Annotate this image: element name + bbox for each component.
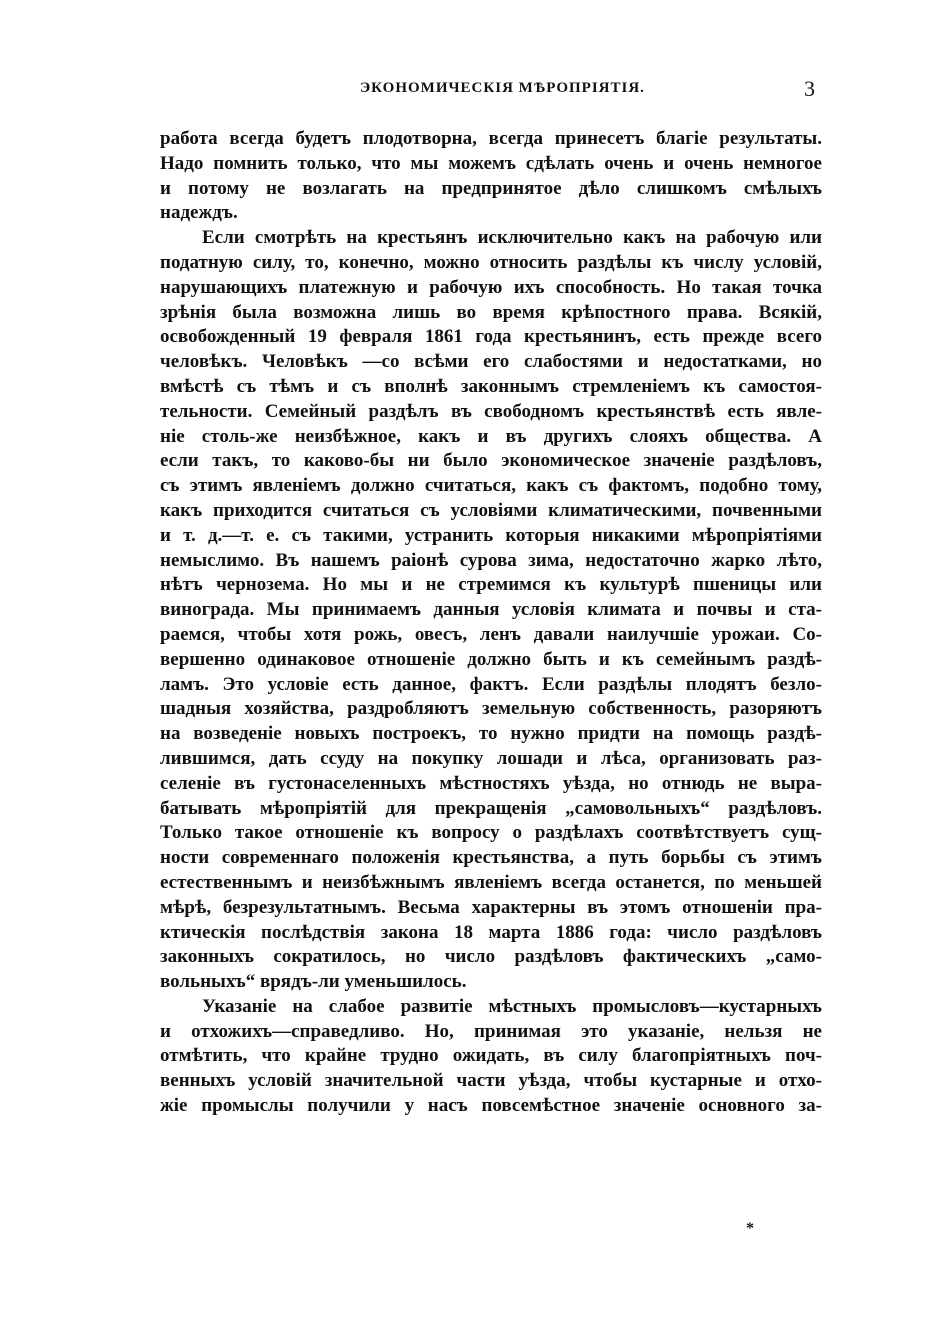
text-line: ніе столь-же неизбѣжное, какъ и въ другихъ слояхъ общества. А [160,425,822,447]
text-line: нѣтъ чернозема. Но мы и не стремимся къ культурѣ пшеницы или [160,574,822,596]
text-line: немыслимо. Въ нашемъ раіонѣ сурова зима, недостаточно жарко лѣто, [160,549,822,571]
text-line: законныхъ сократилось, но число раздѣловъ фактическихъ „само- [160,946,822,968]
text-line: вольныхъ“ врядъ-ли уменьшилось. [160,971,467,993]
text-line: селеніе въ густонаселенныхъ мѣстностяхъ уѣзда, но отнюдь не выра- [160,772,822,794]
text-line: съ этимъ явленіемъ должно считаться, какъ съ фактомъ, подобно тому, [160,475,822,497]
text-line: Надо помнить только, что мы можемъ сдѣлать очень и очень немногое [160,152,822,174]
text-line: освобожденный 19 февраля 1861 года крестьянинъ, есть прежде всего [160,326,822,348]
page-number: 3 [804,76,815,101]
text-line: податную силу, то, конечно, можно относить раздѣлы къ числу условій, [160,251,822,273]
text-line: тельности. Семейный раздѣлъ въ свободномъ крестьянствѣ есть явле- [160,400,822,422]
text-line: и т. д.—т. е. съ такими, устранить которыя никакими мѣропріятіями [160,524,822,546]
text-line: человѣкъ. Человѣкъ —со всѣми его слабостями и недостатками, но [160,351,822,373]
text-line: жіе промыслы получили у насъ повсемѣстное значеніе основного за- [160,1095,822,1117]
text-line: надеждъ. [160,202,238,224]
text-line: винограда. Мы принимаемъ данныя условія климата и почвы и ста- [160,599,822,621]
text-line: зрѣнія была возможна лишь во время крѣпостного права. Всякій, [160,301,822,323]
text-line: Указаніе на слабое развитіе мѣстныхъ промысловъ—кустарныхъ [202,995,822,1017]
text-line: вершенно одинаковое отношеніе должно быть и къ семейнымъ раздѣ- [160,648,822,670]
text-line: и потому не возлагать на предпринятое дѣло слишкомъ смѣлыхъ [160,177,822,199]
text-line: отмѣтить, что крайне трудно ожидать, въ силу благопріятныхъ поч- [160,1045,822,1067]
text-line: и отхожихъ—справедливо. Но, принимая это указаніе, нельзя не [160,1020,822,1042]
text-line: шадныя хозяйства, раздробляютъ земельную собственность, разоряютъ [160,698,822,720]
text-line: если такъ, то каково-бы ни было экономическое значеніе раздѣловъ, [160,450,822,472]
text-line: на возведеніе новыхъ построекъ, то нужно придти на помощь раздѣ- [160,723,822,745]
text-line: вмѣстѣ съ тѣмъ и съ вполнѣ законнымъ стремленіемъ къ самостоя- [160,375,822,397]
text-line: нарушающихъ платежную и рабочую ихъ способность. Но такая точка [160,276,822,298]
text-line: батывать мѣропріятій для прекращенія „самовольныхъ“ раздѣловъ. [160,797,822,819]
text-line: ламъ. Это условіе есть данное, фактъ. Если раздѣлы плодятъ безло- [160,673,822,695]
text-line: какъ приходится считаться съ условіями климатическими, почвенными [160,499,822,521]
page-body-text [160,127,822,1119]
text-line: Если смотрѣть на крестьянъ исключительно какъ на рабочую или [202,227,822,249]
text-line: работа всегда будетъ плодотворна, всегда принесетъ благіе результаты. [160,128,822,149]
text-line: лившимся, дать ссуду на покупку лошади и лѣса, организовать раз- [160,747,822,769]
signature-mark: * [746,1220,754,1237]
text-line: венныхъ условій значительной части уѣзда, чтобы кустарные и отхо- [160,1070,822,1092]
text-line: ктическія послѣдствія закона 18 марта 1886 года: число раздѣловъ [160,921,822,943]
text-line: раемся, чтобы хотя рожь, овесъ, ленъ давали наилучшіе урожаи. Со- [160,623,822,645]
text-line: ности современнаго положенія крестьянства, а путь борьбы съ этимъ [160,847,822,869]
text-line: естественнымъ и неизбѣжнымъ явленіемъ всегда останется, по меньшей [160,871,822,893]
text-line: мѣрѣ, безрезультатнымъ. Весьма характерны въ этомъ отношеніи пра- [160,896,822,918]
text-line: Только такое отношеніе къ вопросу о раздѣлахъ соотвѣтствуетъ сущ- [160,822,822,844]
running-header: ЭКОНОМИЧЕСКІЯ МѢРОПРІЯТІЯ. [360,80,645,96]
